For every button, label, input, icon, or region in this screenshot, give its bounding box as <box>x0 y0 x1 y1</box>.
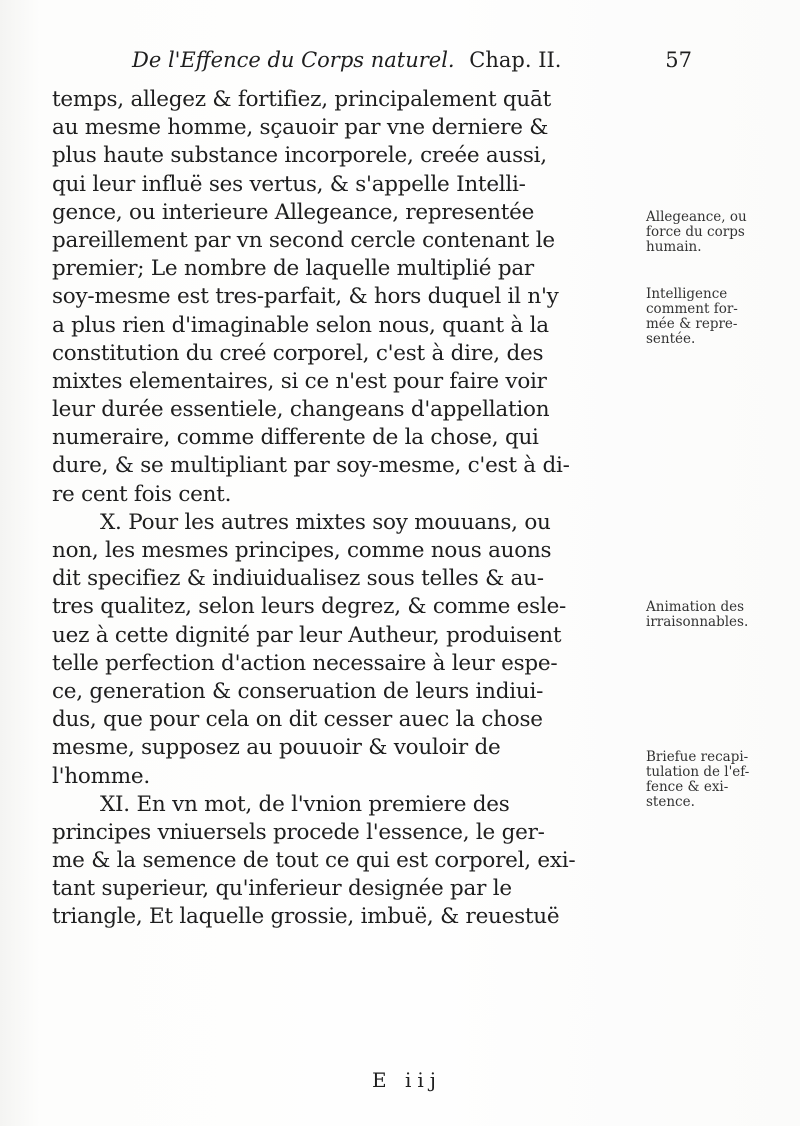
text-line: leur durée essentiele, changeans d'appellation <box>52 397 550 423</box>
margin-note-line: sentée. <box>646 331 696 347</box>
text-line: tant superieur, qu'inferieur designée par le <box>52 876 512 902</box>
text-line: l'homme. <box>52 763 150 789</box>
margin-note-allegeance <box>646 210 794 255</box>
margin-note-line: tulation de l'ef- <box>646 764 750 780</box>
text-line: mesme, supposez au pouuoir & vouloir de <box>52 735 501 761</box>
text-line: pareillement par vn second cercle contenant le <box>52 227 555 253</box>
text-line: triangle, Et laquelle grossie, imbuë, & reuestuë <box>52 904 560 930</box>
margin-note-line: Animation des <box>646 599 745 615</box>
running-title: De l'Effence du Corps naturel. <box>132 48 455 72</box>
running-header <box>132 48 692 78</box>
text-line: temps, allegez & fortifiez, principalement quāt <box>52 87 551 112</box>
text-line: au mesme homme, sçauoir par vne derniere & <box>52 115 549 141</box>
margin-note-line: fence & exi- <box>646 779 729 795</box>
text-line: numeraire, comme differente de la chose, qui <box>52 425 539 451</box>
paragraph-start-line: XI. En vn mot, de l'vnion premiere des <box>100 791 510 817</box>
text-line: principes vniuersels procede l'essence, le ger- <box>52 819 545 845</box>
page-number: 57 <box>665 48 692 72</box>
text-line: premier; Le nombre de laquelle multiplié par <box>52 256 534 282</box>
text-line: mixtes elementaires, si ce n'est pour faire voir <box>52 368 547 394</box>
margin-note-line: Intelligence <box>646 286 728 302</box>
margin-note-recapitulation <box>646 750 794 810</box>
margin-note-line: irraisonnables. <box>646 614 749 630</box>
text-line: non, les mesmes principes, comme nous auons <box>52 538 552 563</box>
margin-note-line: comment for- <box>646 301 738 317</box>
margin-note-line: stence. <box>646 794 695 810</box>
margin-note-intelligence <box>646 287 794 347</box>
text-line: a plus rien d'imaginable selon nous, quant à la <box>52 312 549 338</box>
text-line: tres qualitez, selon leurs degrez, & comme esle- <box>52 594 567 620</box>
text-line: soy-mesme est tres-parfait, & hors duquel il n'y <box>52 284 559 310</box>
margin-note-line: force du corps <box>646 224 745 240</box>
text-line: dit specifiez & indiuidualisez sous telles & au- <box>52 566 544 592</box>
text-line: constitution du creé corporel, c'est à dire, des <box>52 340 544 366</box>
text-line: re cent fois cent. <box>52 481 232 507</box>
margin-note-line: Briefue recapi- <box>646 749 749 765</box>
margin-note-animation <box>646 600 794 630</box>
paragraph-start-line: X. Pour les autres mixtes soy mouuans, ou <box>100 509 551 535</box>
main-text-block <box>52 86 644 932</box>
text-line: qui leur influë ses vertus, & s'appelle Intelli- <box>52 171 526 197</box>
text-line: gence, ou interieure Allegeance, representée <box>52 199 535 225</box>
text-line: telle perfection d'action necessaire à leur espe- <box>52 650 558 676</box>
text-line: me & la semence de tout ce qui est corporel, exi- <box>52 848 576 874</box>
text-line: dus, que pour cela on dit cesser auec la chose <box>52 707 543 733</box>
text-line: dure, & se multipliant par soy-mesme, c'est à di- <box>52 453 570 479</box>
margin-note-line: Allegeance, ou <box>646 209 747 225</box>
signature-mark: E iij <box>372 1068 442 1092</box>
margin-note-line: mée & repre- <box>646 316 738 332</box>
text-line: uez à cette dignité par leur Autheur, produisent <box>52 622 562 648</box>
text-line: ce, generation & conseruation de leurs indiui- <box>52 678 544 704</box>
margin-note-line: humain. <box>646 239 702 255</box>
chapter-label: Chap. II. <box>469 48 562 72</box>
text-line: plus haute substance incorporele, creée aussi, <box>52 143 547 169</box>
